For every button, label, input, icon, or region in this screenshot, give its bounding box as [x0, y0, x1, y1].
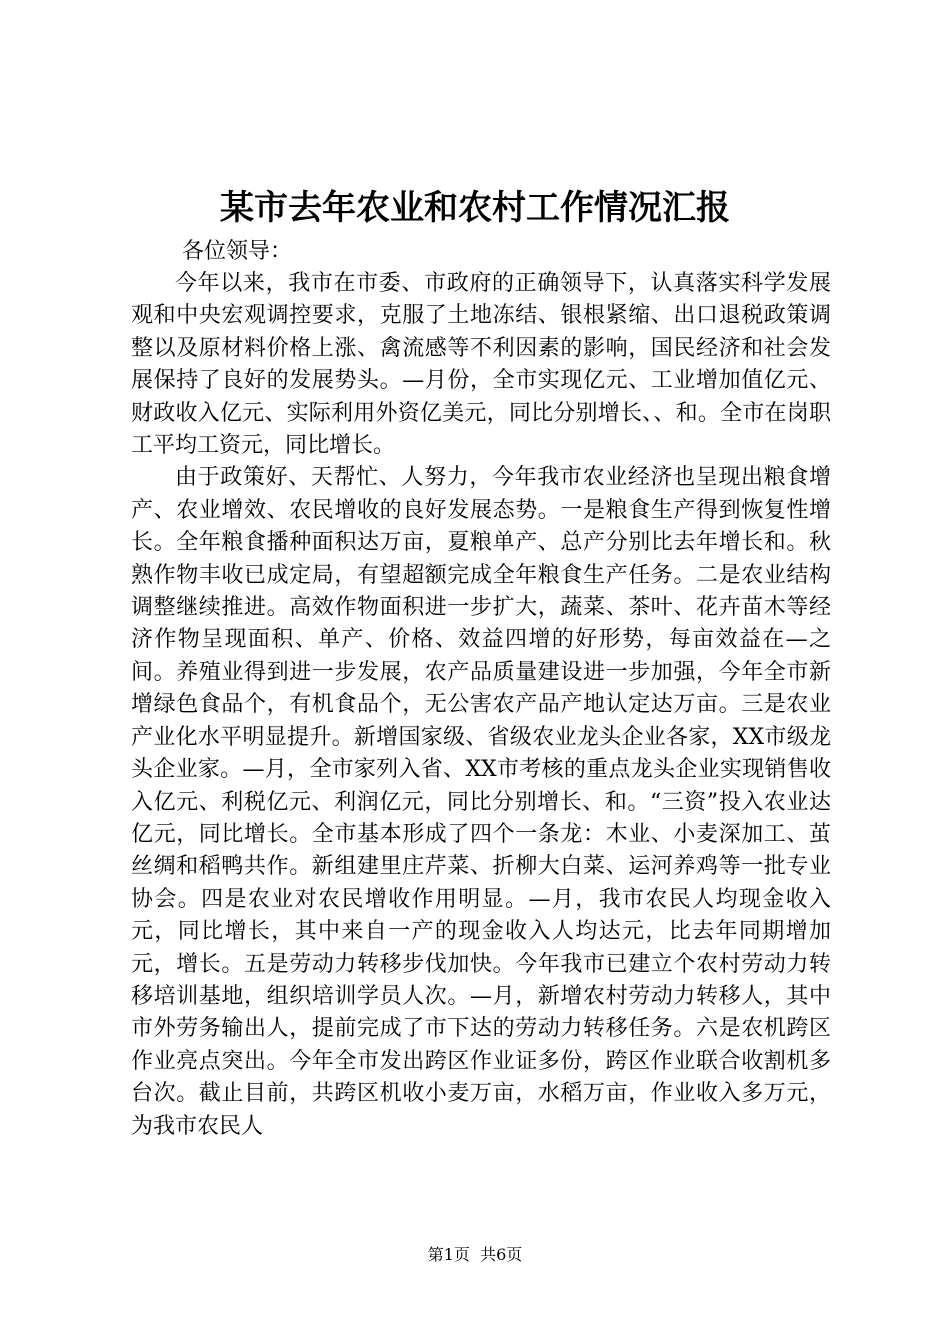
page-footer: [0, 1244, 950, 1266]
paragraph-agriculture: 由于政策好、天帮忙、人努力，今年我市农业经济也呈现出粮食增产、农业增效、农民增收的良好发展态势。一是粮食生产得到恢复性增长。全年粮食播种面积达万亩，夏粮单产、总产分别比去年增长和。秋熟作物丰收已成定局，有望超额完成全年粮食生产任务。二是农业结构调整继续推进。高效作物面积进一步扩大，蔬菜、茶叶、花卉苗木等经济作物呈现面积、单产、价格、效益四增的好形势，每亩效益在—之间。养殖业得到进一步发展，农产品质量建设进一步加强，今年全市新增绿色食品个，有机食品个，无公害农产品产地认定达万亩。三是农业产业化水平明显提升。新增国家级、省级农业龙头企业各家，XX市级龙头企业家。—月，全市家列入省、XX市考核的重点龙头企业实现销售收入亿元、利税亿元、利润亿元，同比分别增长、和。“三资”投入农业达亿元，同比增长。全市基本形成了四个一条龙：木业、小麦深加工、茧丝绸和稻鸭共作。新组建里庄芹菜、折柳大白菜、运河养鸡等一批专业协会。四是农业对农民增收作用明显。—月，我市农民人均现金收入元，同比增长，其中来自一产的现金收入人均达元，比去年同期增加元，增长。五是劳动力转移步伐加快。今年我市已建立个农村劳动力转移培训基地，组织培训学员人次。—月，新增农村劳动力转移人，其中市外劳务输出人，提前完成了市下达的劳动力转移任务。六是农机跨区作业亮点突出。今年全市发出跨区作业证多份，跨区作业联合收割机多台次。截止目前，共跨区机收小麦万亩，水稻万亩，作业收入多万元，为我市农民人: [131, 465, 831, 1139]
document-title: 某市去年农业和农村工作情况汇报: [220, 188, 730, 228]
paragraph-intro: 今年以来，我市在市委、市政府的正确领导下，认真落实科学发展观和中央宏观调控要求，克服了土地冻结、银根紧缩、出口退税政策调整以及原材料价格上涨、禽流感等不利因素的影响，国民经济和社会发展保持了良好的发展势头。—月份，全市实现亿元、工业增加值亿元、财政收入亿元、实际利用外资亿美元，同比分别增长、、和。全市在岗职工平均工资元，同比增长。: [131, 271, 831, 459]
document-body: [131, 268, 831, 1143]
salutation: 各位领导：: [182, 239, 293, 264]
page-number: 第1页: [427, 1245, 470, 1264]
page-total: 共6页: [480, 1245, 523, 1264]
